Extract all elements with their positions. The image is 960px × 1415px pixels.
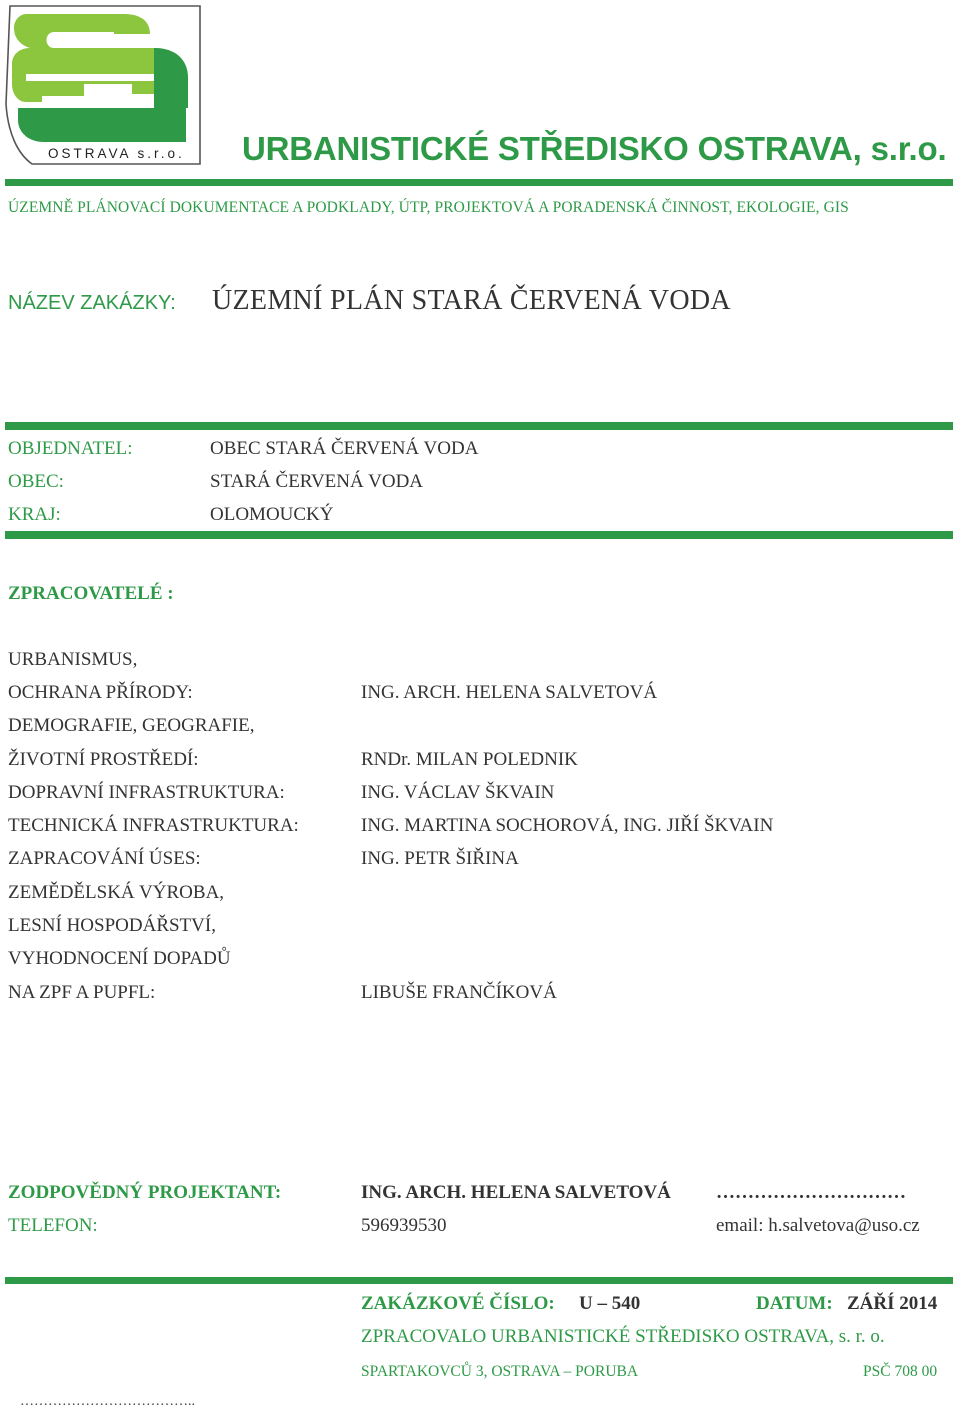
client-value-kraj: OLOMOUCKÝ	[210, 504, 334, 525]
date-label: DATUM:	[756, 1293, 833, 1314]
client-value-objednatel: OBEC STARÁ ČERVENÁ VODA	[210, 438, 479, 459]
processor-value: RNDr. MILAN POLEDNIK	[361, 749, 578, 770]
processor-label: DOPRAVNÍ INFRASTRUKTURA:	[8, 782, 285, 803]
company-subtitle: ÚZEMNĚ PLÁNOVACÍ DOKUMENTACE A PODKLADY, ÚTP, PROJEKTOVÁ A PORADENSKÁ ČINNOST, EKOLOGIE, GIS	[8, 199, 849, 216]
phone-label: TELEFON:	[8, 1215, 98, 1236]
responsible-label: ZODPOVĚDNÝ PROJEKTANT:	[8, 1182, 282, 1203]
client-value-obec: STARÁ ČERVENÁ VODA	[210, 471, 424, 492]
processor-value: LIBUŠE FRANČÍKOVÁ	[361, 982, 557, 1003]
address: SPARTAKOVCŮ 3, OSTRAVA – PORUBA	[361, 1363, 639, 1380]
processed-by: ZPRACOVALO URBANISTICKÉ STŘEDISKO OSTRAVA, s. r. o.	[361, 1326, 885, 1347]
company-name: URBANISTICKÉ STŘEDISKO OSTRAVA, s.r.o.	[242, 130, 947, 167]
company-logo	[4, 4, 202, 168]
processor-label: TECHNICKÁ INFRASTRUKTURA:	[8, 815, 299, 836]
processor-label: OCHRANA PŘÍRODY:	[8, 682, 193, 703]
processor-value: ING. ARCH. HELENA SALVETOVÁ	[361, 682, 658, 703]
processor-label: URBANISMUS,	[8, 649, 138, 670]
processors-heading: ZPRACOVATELÉ :	[8, 583, 174, 604]
postcode: PSČ 708 00	[863, 1363, 938, 1380]
processor-value: ING. MARTINA SOCHOROVÁ, ING. JIŘÍ ŠKVAIN	[361, 815, 774, 836]
client-top-rule	[5, 422, 953, 430]
stamp-dots: ………………………………..	[20, 1394, 195, 1409]
processor-value: ING. VÁCLAV ŠKVAIN	[361, 782, 555, 803]
processor-label: ZEMĚDĚLSKÁ VÝROBA,	[8, 882, 225, 903]
logo-s-mark-icon	[4, 4, 202, 168]
order-number-label: ZAKÁZKOVÉ ČÍSLO:	[361, 1293, 555, 1314]
footer-rule	[5, 1277, 953, 1284]
processor-label: ZAPRACOVÁNÍ ÚSES:	[8, 848, 201, 869]
header-rule	[5, 179, 953, 186]
signature-dots: …………………………	[716, 1182, 906, 1203]
order-number: U – 540	[579, 1293, 641, 1314]
client-label-objednatel: OBJEDNATEL:	[8, 438, 133, 459]
client-label-obec: OBEC:	[8, 471, 64, 492]
client-label-kraj: KRAJ:	[8, 504, 61, 525]
processor-value: ING. PETR ŠIŘINA	[361, 848, 519, 869]
client-bottom-rule	[5, 531, 953, 539]
processor-label: DEMOGRAFIE, GEOGRAFIE,	[8, 715, 255, 736]
processor-label: NA ZPF A PUPFL:	[8, 982, 156, 1003]
email-text: email: h.salvetova@uso.cz	[716, 1215, 920, 1236]
order-label: NÁZEV ZAKÁZKY:	[8, 292, 176, 314]
responsible-name: ING. ARCH. HELENA SALVETOVÁ	[361, 1182, 671, 1203]
processor-label: ŽIVOTNÍ PROSTŘEDÍ:	[8, 749, 199, 770]
order-name: ÚZEMNÍ PLÁN STARÁ ČERVENÁ VODA	[212, 285, 731, 316]
date-value: ZÁŘÍ 2014	[847, 1293, 938, 1314]
processor-label: LESNÍ HOSPODÁŘSTVÍ,	[8, 915, 216, 936]
phone-number: 596939530	[361, 1215, 447, 1236]
logo-caption: OSTRAVA s.r.o.	[48, 146, 185, 161]
processor-label: VYHODNOCENÍ DOPADŮ	[8, 948, 231, 969]
